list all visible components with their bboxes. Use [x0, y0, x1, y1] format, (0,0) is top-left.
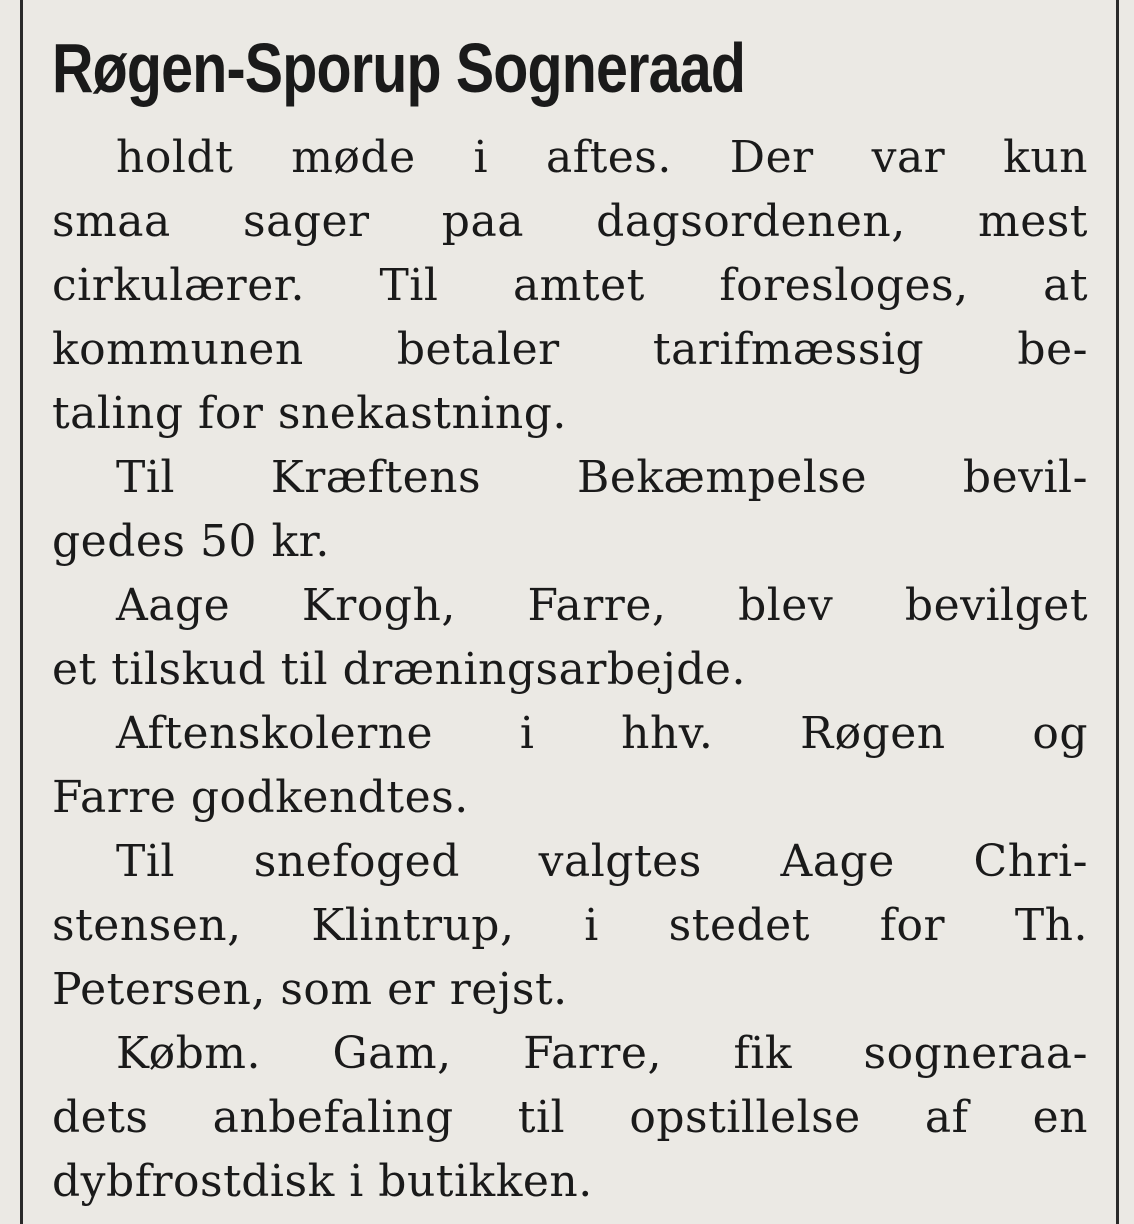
article-line: gedes 50 kr.: [52, 516, 330, 567]
article-line: Farre godkendtes.: [52, 772, 469, 823]
article-line: Aftenskolerne i hhv. Røgen og: [116, 708, 1088, 759]
article-line: kommunen betaler tarifmæssig be-: [52, 324, 1088, 375]
article-line: Aage Krogh, Farre, blev bevilget: [116, 580, 1088, 631]
article: [52, 20, 1088, 1214]
article-line: smaa sager paa dagsordenen, mest: [52, 196, 1088, 247]
headline: Røgen-Sporup Sogneraad: [52, 29, 746, 107]
article-line: stensen, Klintrup, i stedet for Th.: [52, 900, 1088, 951]
article-line: Til snefoged valgtes Aage Chri-: [116, 836, 1088, 887]
article-line: taling for snekastning.: [52, 388, 567, 439]
article-line: et tilskud til dræningsarbejde.: [52, 644, 746, 695]
column-rule-left: [20, 0, 23, 1224]
article-line: Til Kræftens Bekæmpelse bevil-: [116, 452, 1088, 503]
article-line: Petersen, som er rejst.: [52, 964, 568, 1015]
article-line: Købm. Gam, Farre, fik sogneraa-: [116, 1028, 1088, 1079]
article-body: [52, 126, 1088, 1214]
article-line: dybfrostdisk i butikken.: [52, 1156, 593, 1207]
article-line: holdt møde i aftes. Der var kun: [116, 132, 1088, 183]
column-rule-right: [1116, 0, 1119, 1224]
article-line: cirkulærer. Til amtet foresloges, at: [52, 260, 1088, 311]
article-line: dets anbefaling til opstillelse af en: [52, 1092, 1088, 1143]
